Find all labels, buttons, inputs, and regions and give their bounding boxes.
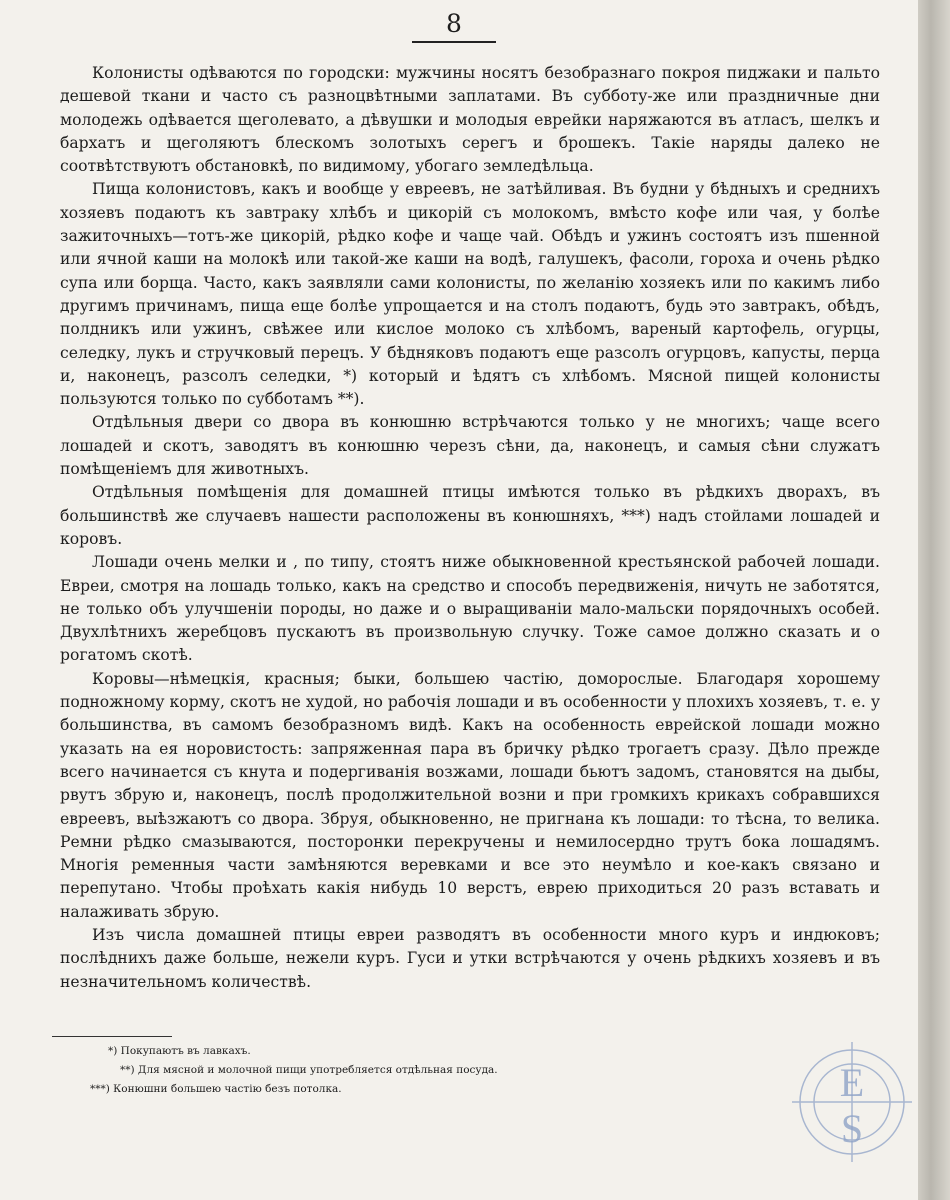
paragraph-1: Колонисты одѣваются по городски: мужчины носятъ безобразнаго покроя пиджаки и пальто дешевой ткани и часто съ разноцвѣтными заплатами. Въ субботу-же или праздничные дни молодежь одѣвается щеголевато, а дѣвушки и молодыя еврейки наряжаются въ атласъ, шелкъ и бархатъ и щеголяютъ блескомъ золотыхъ серегъ и брошекъ. Такіе наряды далеко не соотвѣтствуютъ обстановкѣ, по видимому, убогаго земледѣльца.	[60, 64, 880, 176]
footnote-2: **) Для мясной и молочной пищи употребляется отдѣльная посуда.	[120, 1064, 498, 1076]
page-number-block	[412, 8, 496, 43]
page-number: 8	[446, 9, 462, 38]
paragraph-2: Пища колонистовъ, какъ и вообще у евреевъ, не затѣйливая. Въ будни у бѣдныхъ и среднихъ хозяевъ подаютъ къ завтраку хлѣбъ и цикорій съ молокомъ, вмѣсто кофе или чая, у болѣе зажиточныхъ—тотъ-же цикорій, рѣдко кофе и чаще чай. Обѣдъ и ужинъ состоятъ изъ пшенной или ячной каши на молокѣ или такой-же каши на водѣ, галушекъ, фасоли, гороха и очень рѣдко супа или борща. Часто, какъ заявляли сами колонисты, по желанію хозяекъ или по какимъ либо другимъ причинамъ, пища еще болѣе упрощается и на столъ подаютъ, будь это завтракъ, обѣдъ, полдникъ или ужинъ, свѣжее или кислое молоко съ хлѣбомъ, вареный картофель, огурцы, селедку, лукъ и стручковый перецъ. У бѣдняковъ подаютъ еще разсолъ огурцовъ, капусты, перца и, наконецъ, разсолъ селедки, *) который и ѣдятъ съ хлѣбомъ. Мясной пищей колонисты пользуются только по субботамъ **).	[60, 180, 880, 409]
paragraph-7: Изъ числа домашней птицы евреи разводятъ въ особенности много куръ и индюковъ; послѣднихъ даже больше, нежели куръ. Гуси и утки встрѣчаются у очень рѣдкихъ хозяевъ и въ незначительномъ количествѣ.	[60, 925, 880, 991]
footnote-divider	[52, 1036, 172, 1037]
paragraph-5: Лошади очень мелки и , по типу, стоятъ ниже обыкновенной крестьянской рабочей лошади. Евреи, смотря на лошадь только, какъ на средство и способъ передвиженія, ничуть не заботятся, не только объ улучшеніи породы, но даже и о выращиваніи мало-мальски порядочныхъ особей. Двухлѣтнихъ жеребцовъ пускаютъ въ произвольную случку. Тоже самое должно сказать и о рогатомъ скотѣ.	[60, 553, 880, 665]
footnotes	[60, 1042, 580, 1099]
footnote-3: ***) Конюшни большею частію безъ потолка.	[90, 1083, 342, 1095]
watermark-stamp	[792, 1042, 912, 1162]
paragraph-3: Отдѣльныя двери со двора въ конюшню встрѣчаются только у не многихъ; чаще всего лошадей и скотъ, заводятъ въ конюшню черезъ сѣни, да, наконецъ, и самыя сѣни служатъ помѣщеніемъ для животныхъ.	[60, 413, 880, 479]
body-text	[60, 62, 880, 994]
stamp-letter-s: S	[840, 1106, 864, 1151]
footnote-1: *) Покупаютъ въ лавкахъ.	[108, 1045, 251, 1057]
paragraph-6: Коровы—нѣмецкія, красныя; быки, большею частію, доморослые. Благодаря хорошему подножному корму, скотъ не худой, но рабочія лошади и въ особенности у плохихъ хозяевъ, т. е. у большинства, въ самомъ безобразномъ видѣ. Какъ на особенность еврейской лошади можно указать на ея норовистость: запряженная пара въ бричку рѣдко трогаетъ сразу. Дѣло прежде всего начинается съ кнута и подергиванія возжами, лошади бьютъ задомъ, становятся на дыбы, рвутъ збрую и, наконецъ, послѣ продолжительной возни и при громкихъ крикахъ собравшихся евреевъ, выѣзжаютъ со двора. Збруя, обыкновенно, не пригнана къ лошади: то тѣсна, то велика. Ремни рѣдко смазываются, посторонки перекручены и немилосердно трутъ бока лошадямъ. Многія ременныя части замѣняются веревками и все это неумѣло и кое-какъ связано и перепутано. Чтобы проѣхать какія нибудь 10 верстъ, еврею приходиться 20 разъ вставать и налаживать збрую.	[60, 669, 880, 921]
stamp-letter-e: E	[839, 1060, 865, 1105]
book-spine	[918, 0, 950, 1200]
paragraph-4: Отдѣльныя помѣщенія для домашней птицы имѣются только въ рѣдкихъ дворахъ, въ большинствѣ же случаевъ нашести расположены въ конюшняхъ, ***) надъ стойлами лошадей и коровъ.	[60, 483, 880, 548]
page-number-underline	[412, 41, 496, 43]
